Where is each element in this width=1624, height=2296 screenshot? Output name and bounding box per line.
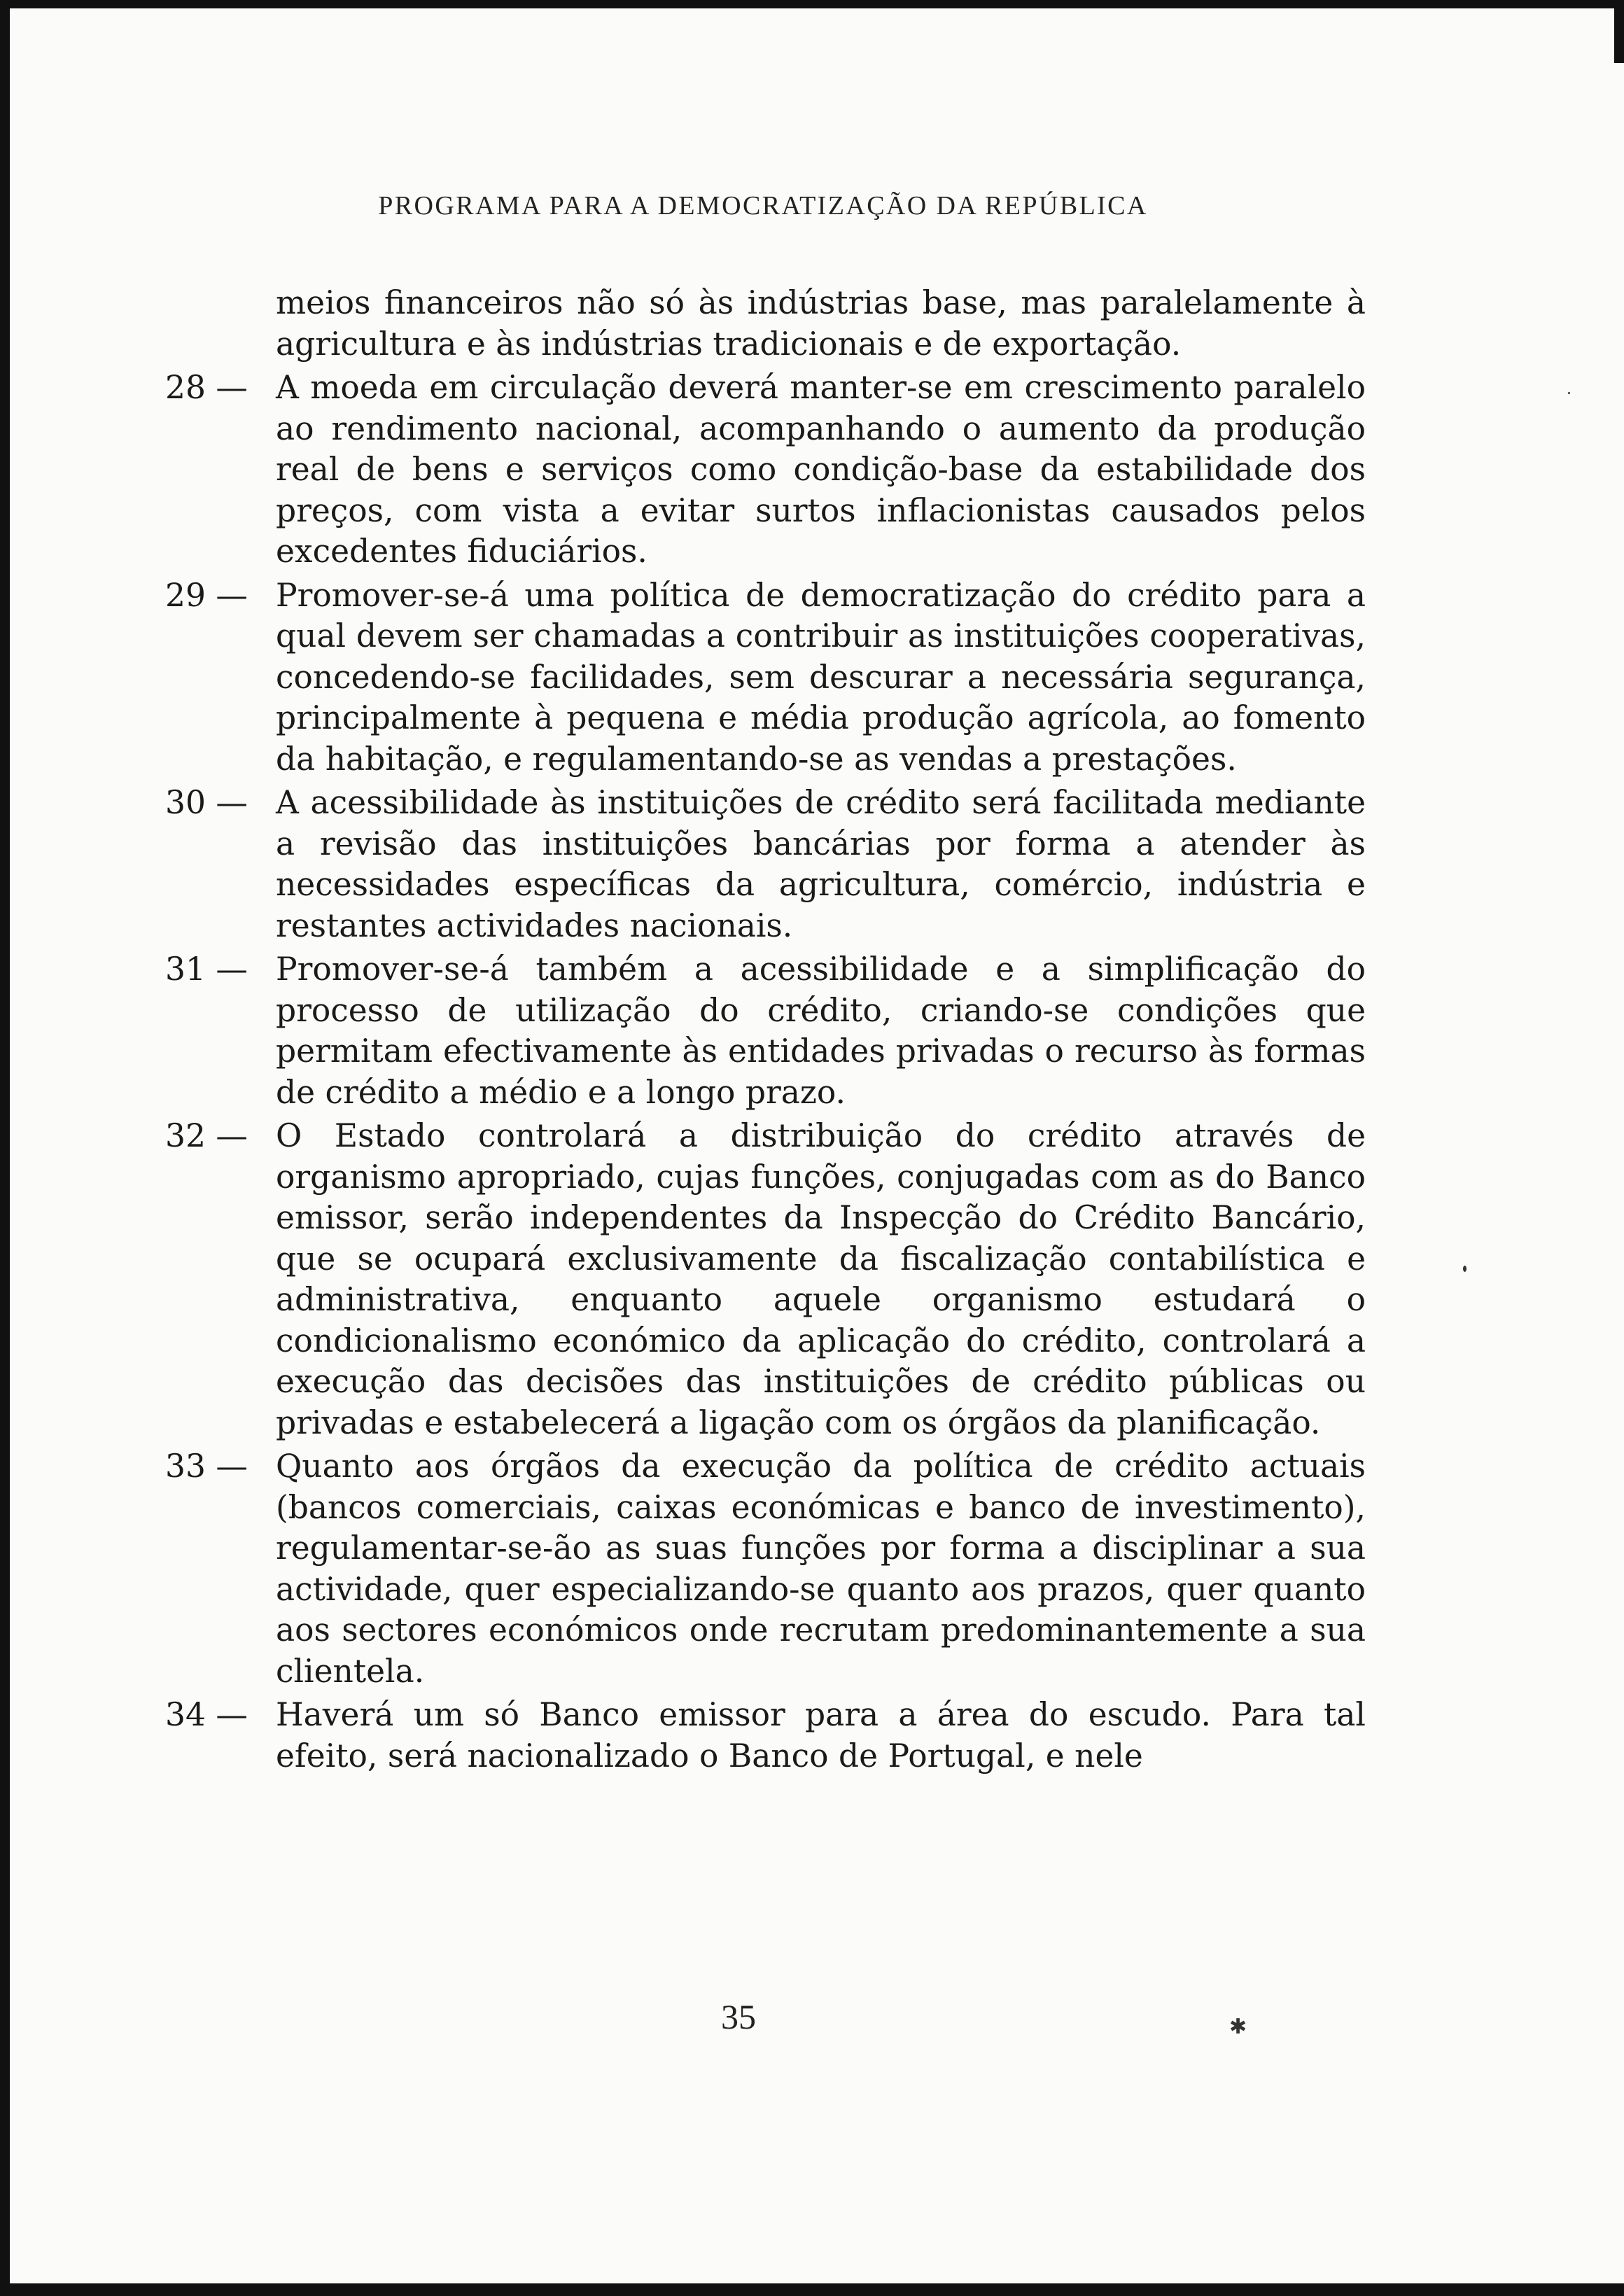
paragraph-number-value: 33 <box>165 1448 206 1485</box>
paragraph-number <box>165 368 274 409</box>
paragraph-number-value: 29 <box>165 576 206 614</box>
paragraph-number <box>165 949 274 990</box>
numbered-paragraph-31 <box>165 949 1366 1113</box>
paragraph-number <box>165 1116 274 1157</box>
em-dash: — <box>216 1448 248 1485</box>
em-dash: — <box>216 576 248 614</box>
scan-border-bottom <box>0 2283 1624 2296</box>
paragraph-text: A acessibilidade às instituições de crédito será facilitada mediante a revisão das instituições bancárias por forma a atender às necessidades específicas da agricultura, comércio, indústria e restantes actividades nacionais. <box>276 784 1366 944</box>
paragraph-number-value: 28 <box>165 369 206 406</box>
paragraph-number <box>165 575 274 617</box>
numbered-paragraph-28 <box>165 368 1366 573</box>
paragraph-text: Promover-se-á uma política de democratização do crédito para a qual devem ser chamadas a contribuir as instituições cooperativas, concedendo-se facilidades, sem descurar a necessária segurança, principalmente à pequena e média produção agrícola, ao fomento da habitação, e regulamentando-se as vendas a prestações. <box>276 576 1366 778</box>
em-dash: — <box>216 369 248 406</box>
paragraph-number-value: 32 <box>165 1117 206 1154</box>
paragraph-number <box>165 783 274 824</box>
paragraph-text: Promover-se-á também a acessibilidade e a simplificação do processo de utilização do crédito, criando-se condições que permitam efectivamente às entidades privadas o recurso às formas de crédito a médio e a longo prazo. <box>276 951 1366 1111</box>
paragraph-text: O Estado controlará a distribuição do crédito através de organismo apropriado, cujas funções, conjugadas com as do Banco emissor, serão independentes da Inspecção do Crédito Bancário, que se ocupará exclusivamente da fiscalização contabilística e administrativa, enquanto aquele organismo estudará o condicionalismo económico da aplicação do crédito, controlará a execução das decisões das instituições de crédito públicas ou privadas e estabelecerá a ligação com os órgãos da planificação. <box>276 1117 1366 1441</box>
scan-border-right <box>1614 0 1624 63</box>
em-dash: — <box>216 1117 248 1154</box>
paragraph-text: Quanto aos órgãos da execução da política de crédito actuais (bancos comerciais, caixas económicas e banco de investimento), regulamentar-se-ão as suas funções por forma a disciplinar a sua actividade, quer especializando-se quanto aos prazos, quer quanto aos sectores económicos onde recrutam predominantemente a sua clientela. <box>276 1448 1366 1690</box>
paragraph-number <box>165 1446 274 1488</box>
numbered-paragraph-32 <box>165 1116 1366 1443</box>
body-text <box>165 283 1366 1779</box>
paragraph-text: Haverá um só Banco emissor para a área do escudo. Para tal efeito, será nacionalizado o Banco de Portugal, e nele <box>276 1696 1366 1774</box>
paragraph-number-value: 34 <box>165 1696 206 1733</box>
paragraph-number <box>165 1695 274 1736</box>
scan-border-left <box>0 0 10 2296</box>
em-dash: — <box>216 1696 248 1733</box>
numbered-paragraph-30 <box>165 783 1366 946</box>
scan-speck <box>1568 392 1570 394</box>
paragraph-text: meios financeiros não só às indústrias base, mas paralelamente à agricultura e às indústrias tradicionais e de exportação. <box>276 284 1366 363</box>
scan-border-top <box>0 0 1624 8</box>
asterisk-mark: ✱ <box>1229 2015 1247 2039</box>
numbered-paragraph-29 <box>165 575 1366 780</box>
paragraph-text: A moeda em circulação deverá manter-se em crescimento paralelo ao rendimento nacional, acompanhando o aumento da produção real de bens e serviços como condição-base da estabilidade dos preços, com vista a evitar surtos inflacionistas causados pelos excedentes fiduciários. <box>276 369 1366 570</box>
running-title: PROGRAMA PARA A DEMOCRATIZAÇÃO DA REPÚBLICA <box>378 191 1148 220</box>
numbered-paragraph-34 <box>165 1695 1366 1777</box>
paragraph-number-value: 30 <box>165 784 206 821</box>
paragraph-continuation <box>165 283 1366 365</box>
page-number: 35 <box>721 1997 756 2036</box>
em-dash: — <box>216 951 248 988</box>
paragraph-number-value: 31 <box>165 951 206 988</box>
em-dash: — <box>216 784 248 821</box>
scan-speck <box>1463 1266 1466 1272</box>
numbered-paragraph-33 <box>165 1446 1366 1692</box>
